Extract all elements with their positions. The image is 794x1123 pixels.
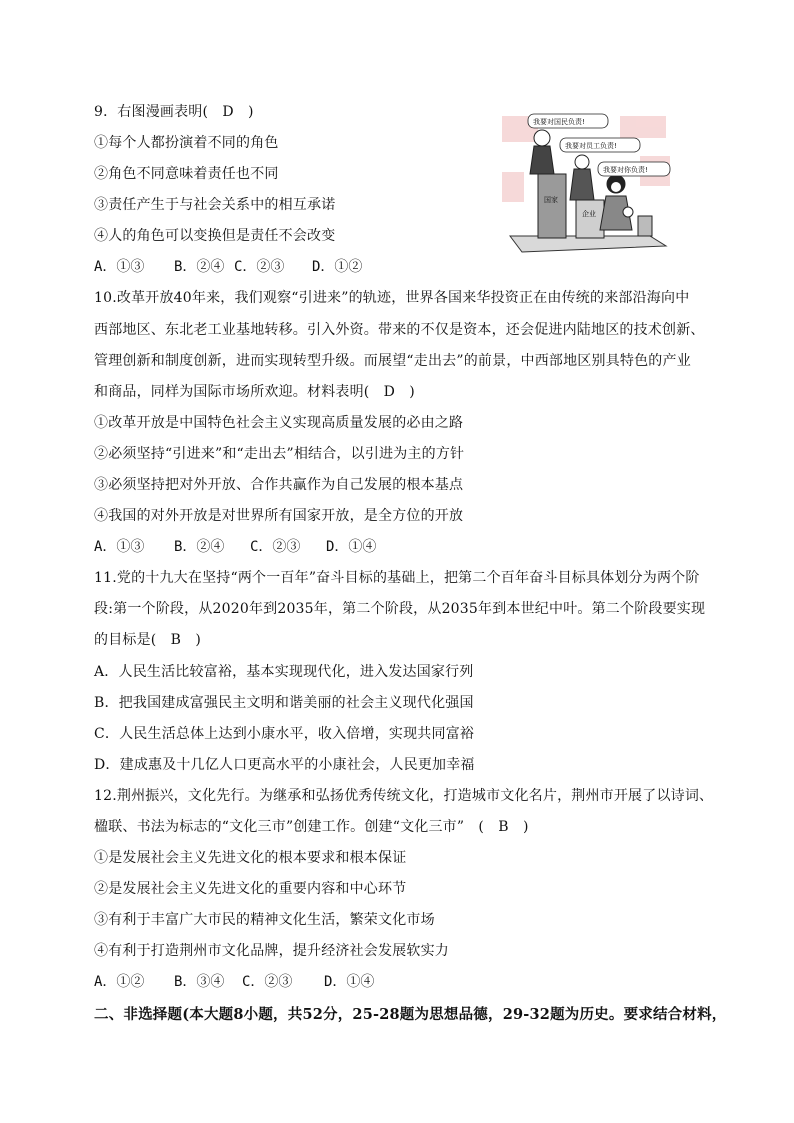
q11-option-c: C．人民生活总体上达到小康水平，收入倍增，实现共同富裕 <box>94 726 475 742</box>
q11-option-a: A．人民生活比较富裕，基本实现现代化，进入发达国家行列 <box>94 664 474 680</box>
q10-stem-line-2: 西部地区、东北老工业基地转移。引入外资。带来的不仅是资本，还会促进内陆地区的技术创新、 <box>94 322 705 338</box>
section-2-heading: 二、非选择题(本大题8小题，共52分，25-28题为思想品德，29-32题为历史。要求结合材料， <box>94 1006 727 1023</box>
q9-option-b: B．②④ <box>174 259 225 275</box>
q9-stem: 9．右图漫画表明( D ) <box>94 104 254 120</box>
q12-options <box>94 972 374 992</box>
q11-stem-line-1: 11.党的十九大在坚持“两个一百年”奋斗目标的基础上，把第二个百年奋斗目标具体划分为两个阶 <box>94 570 700 586</box>
q10-stem-line-1: 10.改革开放40年来，我们观察“引进来”的轨迹，世界各国来华投资正在由传统的来部沿海向中 <box>94 290 690 306</box>
q12-option-b: B．③④ <box>174 974 225 990</box>
bubble-you: 我要对你负责! <box>603 166 648 174</box>
q12-item-2: ②是发展社会主义先进文化的重要内容和中心环节 <box>94 881 407 897</box>
q9-item-4: ④人的角色可以变换但是责任不会改变 <box>94 228 336 244</box>
bubble-nation: 我要对国民负责! <box>533 118 585 126</box>
cartoon-drawing <box>500 112 674 260</box>
q10-option-d: D．①④ <box>326 539 377 555</box>
bubble-employee: 我要对员工负责! <box>565 142 617 150</box>
q12-stem-line-1: 12.荆州振兴，文化先行。为继承和弘扬优秀传统文化，打造城市文化名片，荆州市开展了以诗词、 <box>94 788 714 804</box>
q9-item-2: ②角色不同意味着责任也不同 <box>94 166 279 182</box>
q9-item-3: ③责任产生于与社会关系中的相互承诺 <box>94 197 336 213</box>
q11-option-d: D．建成惠及十几亿人口更高水平的小康社会，人民更加幸福 <box>94 757 475 773</box>
q12-option-a: A．①② <box>94 974 145 990</box>
q10-stem-line-3: 管理创新和制度创新，进而实现转型升级。而展望“走出去”的前景，中西部地区别具特色的产业 <box>94 353 691 369</box>
q12-item-3: ③有利于丰富广大市民的精神文化生活，繁荣文化市场 <box>94 912 435 928</box>
q10-item-3: ③必须坚持把对外开放、合作共赢作为自己发展的根本基点 <box>94 477 464 493</box>
q10-stem-line-4: 和商品，同样为国际市场所欢迎。材料表明( D ) <box>94 384 415 400</box>
q10-option-a: A．①③ <box>94 539 145 555</box>
podium-label-nation: 国家 <box>544 196 558 204</box>
q12-option-c: C．②③ <box>242 974 293 990</box>
q9-item-1: ①每个人都扮演着不同的角色 <box>94 135 279 151</box>
responsibility-cartoon <box>500 112 674 260</box>
q10-item-2: ②必须坚持“引进来”和“走出去”相结合，以引进为主的方针 <box>94 446 465 462</box>
q9-option-a: A．①③ <box>94 259 145 275</box>
q12-stem-line-2: 楹联、书法为标志的“文化三市”创建工作。创建“文化三市” ( B ) <box>94 819 529 835</box>
q10-options <box>94 537 376 557</box>
q9-options <box>94 257 362 277</box>
q12-item-4: ④有利于打造荆州市文化品牌，提升经济社会发展软实力 <box>94 943 449 959</box>
q10-option-c: C．②③ <box>250 539 301 555</box>
q12-item-1: ①是发展社会主义先进文化的根本要求和根本保证 <box>94 850 407 866</box>
q10-option-b: B．②④ <box>174 539 225 555</box>
q10-item-1: ①改革开放是中国特色社会主义实现高质量发展的必由之路 <box>94 415 464 431</box>
q10-item-4: ④我国的对外开放是对世界所有国家开放，是全方位的开放 <box>94 508 464 524</box>
q12-option-d: D．①④ <box>324 974 375 990</box>
podium-label-enterprise: 企业 <box>582 210 596 218</box>
q11-stem-line-2: 段:第一个阶段，从2020年到2035年，第二个阶段，从2035年到本世纪中叶。第二个阶段要实现 <box>94 601 706 617</box>
q9-option-c: C．②③ <box>234 259 285 275</box>
q9-option-d: D．①② <box>312 259 363 275</box>
q11-stem-line-3: 的目标是( B ) <box>94 632 202 648</box>
q11-option-b: B．把我国建成富强民主文明和谐美丽的社会主义现代化强国 <box>94 695 474 711</box>
